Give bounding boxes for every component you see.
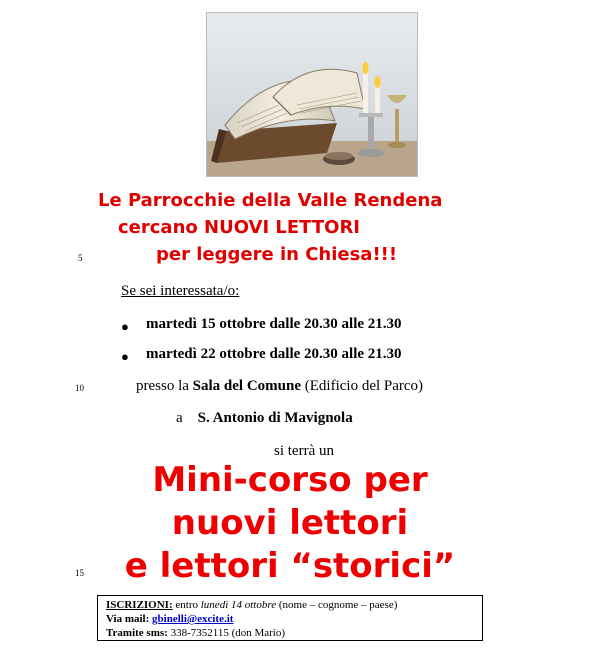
mail-label: Via mail: bbox=[106, 613, 150, 625]
heading-line-1: Le Parrocchie della Valle Rendena bbox=[98, 190, 443, 211]
line-number-5: 5 bbox=[78, 253, 83, 263]
town-name: S. Antonio di Mavignola bbox=[197, 410, 353, 426]
heading-line-3: per leggere in Chiesa!!! bbox=[156, 244, 398, 265]
intro-text: Se sei interessata/o: bbox=[121, 283, 240, 299]
location-pre: presso la bbox=[136, 378, 189, 394]
bullet-icon: ● bbox=[121, 319, 129, 334]
sms-label: Tramite sms: bbox=[106, 627, 168, 639]
iscrizioni-pre: entro bbox=[175, 599, 198, 611]
location-venue: Sala del Comune bbox=[192, 378, 302, 394]
line-number-10: 10 bbox=[75, 383, 84, 393]
bullet-icon: ● bbox=[121, 349, 129, 364]
si-terra-text: si terrà un bbox=[274, 443, 334, 459]
title-line-3: e lettori “storici” bbox=[124, 546, 456, 586]
iscrizioni-label: ISCRIZIONI: bbox=[106, 599, 173, 611]
mail-line bbox=[106, 612, 482, 626]
date-item-2: martedì 22 ottobre dalle 20.30 alle 21.30 bbox=[146, 346, 402, 362]
line-number-15: 15 bbox=[75, 568, 84, 578]
location-line bbox=[136, 378, 423, 395]
town-pre: a bbox=[176, 410, 183, 426]
mail-link[interactable]: gbinelli@excite.it bbox=[152, 613, 234, 625]
book-candles-illustration bbox=[207, 13, 417, 176]
date-item-1: martedì 15 ottobre dalle 20.30 alle 21.30 bbox=[146, 316, 402, 332]
book-candles-photo bbox=[206, 12, 418, 177]
sms-value: 338-7352115 (don Mario) bbox=[170, 627, 286, 639]
registration-box bbox=[97, 595, 483, 641]
town-line bbox=[176, 410, 353, 427]
iscrizioni-post: (nome – cognome – paese) bbox=[278, 599, 398, 611]
sms-line bbox=[106, 626, 482, 640]
iscrizioni-date: lunedì 14 ottobre bbox=[200, 599, 277, 611]
title-line-2: nuovi lettori bbox=[171, 503, 409, 543]
location-post: (Edificio del Parco) bbox=[304, 378, 424, 394]
heading-line-2: cercano NUOVI LETTORI bbox=[118, 217, 361, 238]
iscrizioni-line bbox=[106, 598, 482, 612]
title-line-1: Mini-corso per bbox=[152, 460, 428, 500]
